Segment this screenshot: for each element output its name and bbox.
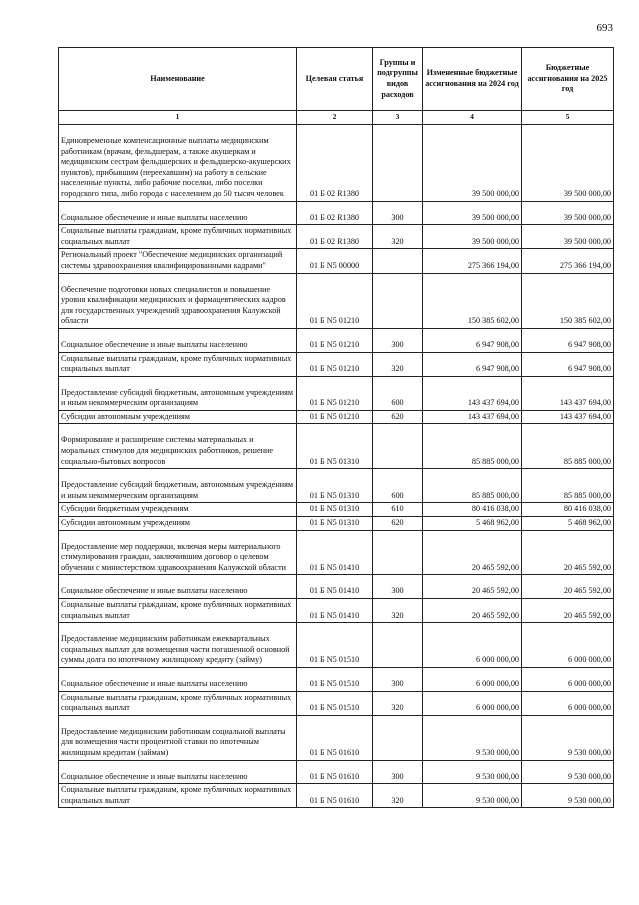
table-row (59, 503, 614, 517)
header-code: Целевая статья (297, 48, 373, 111)
row-target-code: 01 Б N5 01510 (297, 623, 373, 668)
row-amount-2025: 150 385 602,00 (522, 273, 614, 328)
row-amount-2025: 5 468 962,00 (522, 517, 614, 531)
row-amount-2025: 9 530 000,00 (522, 760, 614, 784)
row-target-code: 01 Б 02 R1380 (297, 225, 373, 249)
row-expense-group: 620 (373, 410, 423, 424)
row-name: Предоставление медицинским работникам ежеквартальных социальных выплат для возмещения части погашенной основной суммы долга по ипотечному жилищному кредиту (займу) (59, 623, 297, 668)
row-amount-2025: 20 465 592,00 (522, 575, 614, 599)
row-target-code: 01 Б N5 01410 (297, 530, 373, 575)
row-target-code: 01 Б N5 01310 (297, 503, 373, 517)
row-expense-group (373, 249, 423, 273)
row-amount-2024: 6 000 000,00 (423, 691, 522, 715)
table-row (59, 575, 614, 599)
table-row (59, 667, 614, 691)
row-amount-2024: 20 465 592,00 (423, 575, 522, 599)
header-group: Группы и подгруппы видов расходов (373, 48, 423, 111)
column-number: 2 (297, 111, 373, 125)
table-row (59, 715, 614, 760)
row-amount-2025: 39 500 000,00 (522, 125, 614, 202)
row-name: Социальные выплаты гражданам, кроме публичных нормативных социальных выплат (59, 784, 297, 808)
row-amount-2025: 9 530 000,00 (522, 784, 614, 808)
row-expense-group: 600 (373, 469, 423, 503)
row-amount-2025: 6 000 000,00 (522, 667, 614, 691)
table-row (59, 125, 614, 202)
row-name: Социальные выплаты гражданам, кроме публичных нормативных социальных выплат (59, 691, 297, 715)
table-row (59, 760, 614, 784)
row-target-code: 01 Б 02 R1380 (297, 125, 373, 202)
row-target-code: 01 Б N5 00000 (297, 249, 373, 273)
row-expense-group (373, 125, 423, 202)
row-expense-group: 620 (373, 517, 423, 531)
row-amount-2024: 9 530 000,00 (423, 715, 522, 760)
row-expense-group: 320 (373, 691, 423, 715)
row-amount-2025: 80 416 038,00 (522, 503, 614, 517)
table-row (59, 249, 614, 273)
table-row (59, 623, 614, 668)
row-target-code: 01 Б N5 01610 (297, 760, 373, 784)
row-target-code: 01 Б N5 01410 (297, 599, 373, 623)
row-name: Социальные выплаты гражданам, кроме публичных нормативных социальных выплат (59, 225, 297, 249)
row-expense-group: 300 (373, 667, 423, 691)
table-row (59, 530, 614, 575)
row-expense-group: 600 (373, 376, 423, 410)
row-name: Социальные выплаты гражданам, кроме публичных нормативных социальных выплат (59, 352, 297, 376)
row-name: Социальное обеспечение и иные выплаты населению (59, 201, 297, 225)
table-row (59, 376, 614, 410)
column-numbers-row (59, 111, 614, 125)
row-amount-2025: 143 437 694,00 (522, 410, 614, 424)
row-target-code: 01 Б 02 R1380 (297, 201, 373, 225)
column-number: 1 (59, 111, 297, 125)
row-expense-group: 320 (373, 225, 423, 249)
row-amount-2024: 9 530 000,00 (423, 784, 522, 808)
table-row (59, 352, 614, 376)
row-amount-2024: 150 385 602,00 (423, 273, 522, 328)
row-target-code: 01 Б N5 01610 (297, 715, 373, 760)
header-amount-2025: Бюджетные ассигнования на 2025 год (522, 48, 614, 111)
row-name: Социальное обеспечение и иные выплаты населению (59, 328, 297, 352)
row-amount-2025: 85 885 000,00 (522, 424, 614, 469)
row-expense-group (373, 273, 423, 328)
row-expense-group: 300 (373, 201, 423, 225)
row-target-code: 01 Б N5 01210 (297, 410, 373, 424)
row-expense-group: 320 (373, 784, 423, 808)
row-name: Субсидии бюджетным учреждениям (59, 503, 297, 517)
row-amount-2025: 6 000 000,00 (522, 691, 614, 715)
row-target-code: 01 Б N5 01610 (297, 784, 373, 808)
row-name: Социальное обеспечение и иные выплаты населению (59, 575, 297, 599)
table-row (59, 328, 614, 352)
column-number: 3 (373, 111, 423, 125)
header-row (59, 48, 614, 111)
column-number: 5 (522, 111, 614, 125)
row-amount-2024: 6 947 908,00 (423, 328, 522, 352)
row-name: Социальное обеспечение и иные выплаты населению (59, 667, 297, 691)
row-amount-2024: 39 500 000,00 (423, 201, 522, 225)
row-name: Социальные выплаты гражданам, кроме публичных нормативных социальных выплат (59, 599, 297, 623)
page-number: 693 (596, 22, 613, 34)
table-row (59, 517, 614, 531)
row-amount-2024: 80 416 038,00 (423, 503, 522, 517)
row-amount-2025: 20 465 592,00 (522, 530, 614, 575)
table-body (59, 125, 614, 808)
row-amount-2024: 20 465 592,00 (423, 599, 522, 623)
table-row (59, 784, 614, 808)
row-expense-group: 610 (373, 503, 423, 517)
row-target-code: 01 Б N5 01210 (297, 273, 373, 328)
table-row (59, 599, 614, 623)
row-amount-2024: 85 885 000,00 (423, 469, 522, 503)
table-row (59, 201, 614, 225)
header-name: Наименование (59, 48, 297, 111)
row-amount-2024: 5 468 962,00 (423, 517, 522, 531)
row-target-code: 01 Б N5 01310 (297, 469, 373, 503)
row-target-code: 01 Б N5 01310 (297, 424, 373, 469)
row-expense-group (373, 715, 423, 760)
row-amount-2025: 143 437 694,00 (522, 376, 614, 410)
row-name: Субсидии автономным учреждениям (59, 517, 297, 531)
row-amount-2025: 9 530 000,00 (522, 715, 614, 760)
row-amount-2025: 20 465 592,00 (522, 599, 614, 623)
row-amount-2024: 6 947 908,00 (423, 352, 522, 376)
row-name: Субсидии автономным учреждениям (59, 410, 297, 424)
row-expense-group (373, 530, 423, 575)
row-target-code: 01 Б N5 01510 (297, 691, 373, 715)
row-expense-group (373, 623, 423, 668)
row-name: Предоставление субсидий бюджетным, автономным учреждениям и иным некоммерческим организациям (59, 376, 297, 410)
table-row (59, 273, 614, 328)
column-number: 4 (423, 111, 522, 125)
row-target-code: 01 Б N5 01410 (297, 575, 373, 599)
table-row (59, 424, 614, 469)
row-amount-2025: 85 885 000,00 (522, 469, 614, 503)
row-target-code: 01 Б N5 01310 (297, 517, 373, 531)
row-expense-group: 320 (373, 352, 423, 376)
budget-table (58, 47, 614, 808)
row-amount-2024: 20 465 592,00 (423, 530, 522, 575)
row-amount-2024: 143 437 694,00 (423, 376, 522, 410)
table-row (59, 410, 614, 424)
row-name: Формирование и расширение системы материальных и моральных стимулов для медицинских работников, решение социально-бытовых вопросов (59, 424, 297, 469)
row-name: Предоставление мер поддержки, включая меры материального стимулирования граждан, заключившим договор о целевом обучении с министерством здравоохранения Калужской области (59, 530, 297, 575)
row-amount-2025: 6 000 000,00 (522, 623, 614, 668)
row-name: Предоставление субсидий бюджетным, автономным учреждениям и иным некоммерческим организациям (59, 469, 297, 503)
row-expense-group: 300 (373, 760, 423, 784)
row-target-code: 01 Б N5 01210 (297, 376, 373, 410)
row-amount-2025: 6 947 908,00 (522, 352, 614, 376)
row-amount-2024: 85 885 000,00 (423, 424, 522, 469)
row-expense-group (373, 424, 423, 469)
row-name: Региональный проект "Обеспечение медицинских организаций системы здравоохранения квалифицированными кадрами" (59, 249, 297, 273)
row-amount-2025: 6 947 908,00 (522, 328, 614, 352)
row-amount-2025: 39 500 000,00 (522, 201, 614, 225)
row-amount-2024: 9 530 000,00 (423, 760, 522, 784)
row-expense-group: 300 (373, 328, 423, 352)
row-target-code: 01 Б N5 01510 (297, 667, 373, 691)
row-name: Предоставление медицинским работникам социальной выплаты для возмещения части процентной ставки по ипотечным жилищным кредитам (займам) (59, 715, 297, 760)
row-expense-group: 320 (373, 599, 423, 623)
table-row (59, 469, 614, 503)
row-expense-group: 300 (373, 575, 423, 599)
row-name: Социальное обеспечение и иные выплаты населению (59, 760, 297, 784)
row-target-code: 01 Б N5 01210 (297, 352, 373, 376)
header-amount-2024: Измененные бюджетные ассигнования на 2024 год (423, 48, 522, 111)
table-row (59, 225, 614, 249)
table-row (59, 691, 614, 715)
row-amount-2024: 39 500 000,00 (423, 225, 522, 249)
row-target-code: 01 Б N5 01210 (297, 328, 373, 352)
row-amount-2024: 6 000 000,00 (423, 667, 522, 691)
row-amount-2025: 39 500 000,00 (522, 225, 614, 249)
row-name: Единовременные компенсационные выплаты медицинским работникам (врачам, фельдшерам, а также акушеркам и медицинским сестрам фельдшерских и фельдшерско-акушерских пунктов), прибывшим (переехавшим) на работу в сельские населенные пункты, либо рабочие поселки, либо поселки городского типа, либо города с населением до 50 тысяч человек (59, 125, 297, 202)
row-amount-2025: 275 366 194,00 (522, 249, 614, 273)
row-amount-2024: 6 000 000,00 (423, 623, 522, 668)
row-name: Обеспечение подготовки новых специалистов и повышение уровня квалификации медицинских и фармацевтических кадров для государственных учреждений здравоохранения Калужской области (59, 273, 297, 328)
row-amount-2024: 143 437 694,00 (423, 410, 522, 424)
row-amount-2024: 39 500 000,00 (423, 125, 522, 202)
row-amount-2024: 275 366 194,00 (423, 249, 522, 273)
